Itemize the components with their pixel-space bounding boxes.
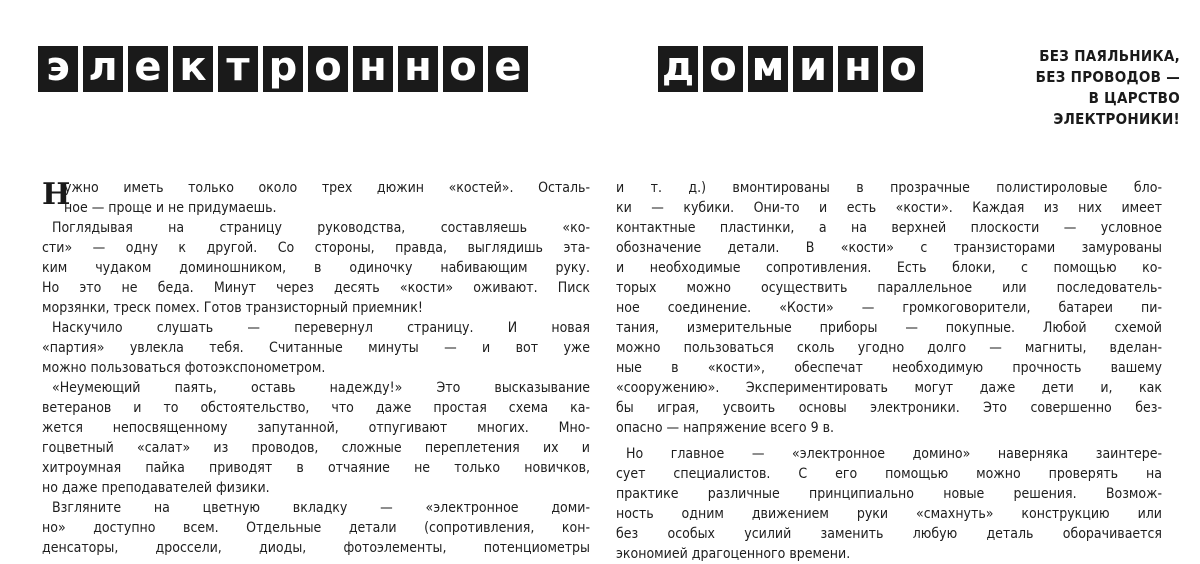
text-line: Наскучило слушать — перевернул страницу. И новая [52,320,590,336]
text-line: Но главное — «электронное домино» наверняка заинтере- [626,446,1162,462]
title-letter: о [883,46,923,92]
text-line: без особых усилий заменить любую деталь оборачивается [616,526,1162,542]
title-letter: к [173,46,213,92]
text-line: Но это не беда. Минут через десять «кости» оживают. Писк [42,280,590,296]
text-line: жется непосвященному запутанной, отпугивают многих. Мно- [42,420,590,436]
text-line: ность одним движением руки «смахнуть» конструкцию или [616,506,1162,522]
text-line: контактные пластинки, а на верхней плоскости — условное [616,220,1162,236]
article-column-left [42,178,590,558]
text-line: «Неумеющий паять, оставь надежду!» Это высказывание [52,380,590,396]
title-letter: м [748,46,788,92]
text-line: хитроумная пайка приводят в отчаяние не только новичков, [42,460,590,476]
title-letter: д [658,46,698,92]
text-line: Взгляните на цветную вкладку — «электронное доми- [52,500,590,516]
title-word-electronic [38,46,528,92]
text-line: тания, измерительные приборы — покупные. Любой схемой [616,320,1162,336]
text-line: но даже преподавателей физики. [42,480,270,496]
text-line: экономией драгоценного времени. [616,546,851,562]
article-column-right [616,178,1162,564]
text-line: сти» — одну к другой. Со стороны, правда, выглядишь эта- [42,240,590,256]
title-letter: т [218,46,258,92]
text-line: Поглядывая на страницу руководства, составляешь «ко- [52,220,590,236]
text-line: денсаторы, дроссели, диоды, фотоэлементы, потенциометры [42,540,590,556]
text-line: ким чудаком доминошником, в одиночку набивающим руку. [42,260,590,276]
text-line: гоцветный «салат» из проводов, сложные переплетения их и [42,440,590,456]
text-line: бы играя, усвоить основы электроники. Это совершенно без- [616,400,1162,416]
subheading-line: БЕЗ ПРОВОДОВ — [1035,68,1180,86]
title-letter: э [38,46,78,92]
title-letter: е [488,46,528,92]
subheading-line: ЭЛЕКТРОНИКИ! [1053,110,1180,128]
text-line: обозначение детали. В «кости» с транзисторами замурованы [616,240,1162,256]
text-line: морзянки, треск помех. Готов транзисторный приемник! [42,300,423,316]
text-line: «сооружению». Экспериментировать могут даже дети и, как [616,380,1162,396]
text-line: практике различные принципиально новые решения. Возмож- [616,486,1162,502]
title-letter: н [353,46,393,92]
title-letter: о [308,46,348,92]
title-letter: н [838,46,878,92]
title-letter: и [793,46,833,92]
text-line: торых можно осуществить параллельное или последователь- [616,280,1162,296]
text-line: можно пользоваться сколь угодно долго — магниты, вделан- [616,340,1162,356]
text-line: опасно — напряжение всего 9 в. [616,420,835,436]
text-line: но» доступно всем. Отдельные детали (сопротивления, кон- [42,520,590,536]
subheading [980,46,1180,130]
text-line: можно пользоваться фотоэкспонометром. [42,360,326,376]
text-line: ки — кубики. Они-то и есть «кости». Каждая из них имеет [616,200,1162,216]
text-line: и необходимые сопротивления. Есть блоки, с помощью ко- [616,260,1162,276]
title-letter: н [398,46,438,92]
subheading-line: БЕЗ ПАЯЛЬНИКА, [1039,47,1180,65]
subheading-line: В ЦАРСТВО [1088,89,1180,107]
title-letter: о [443,46,483,92]
drop-cap: Н [42,177,71,212]
text-line: ное — проще и не придумаешь. [64,200,277,216]
title-letter: р [263,46,303,92]
text-line: ные в «кости», обеспечат необходимую прочность вашему [616,360,1162,376]
title-letter: е [128,46,168,92]
title-word-domino [658,46,923,92]
text-line: сует специалистов. С его помощью можно проверять на [616,466,1162,482]
text-line: ветеранов и то обстоятельство, что даже простая схема ка- [42,400,590,416]
title-letter: л [83,46,123,92]
text-line: «партия» увлекла тебя. Считанные минуты — и вот уже [42,340,590,356]
text-line: и т. д.) вмонтированы в прозрачные полистироловые бло- [616,180,1162,196]
text-line: ное соединение. «Кости» — громкоговорители, батареи пи- [616,300,1162,316]
title-letter: о [703,46,743,92]
text-line: ужно иметь только около трех дюжин «костей». Осталь- [64,180,590,196]
